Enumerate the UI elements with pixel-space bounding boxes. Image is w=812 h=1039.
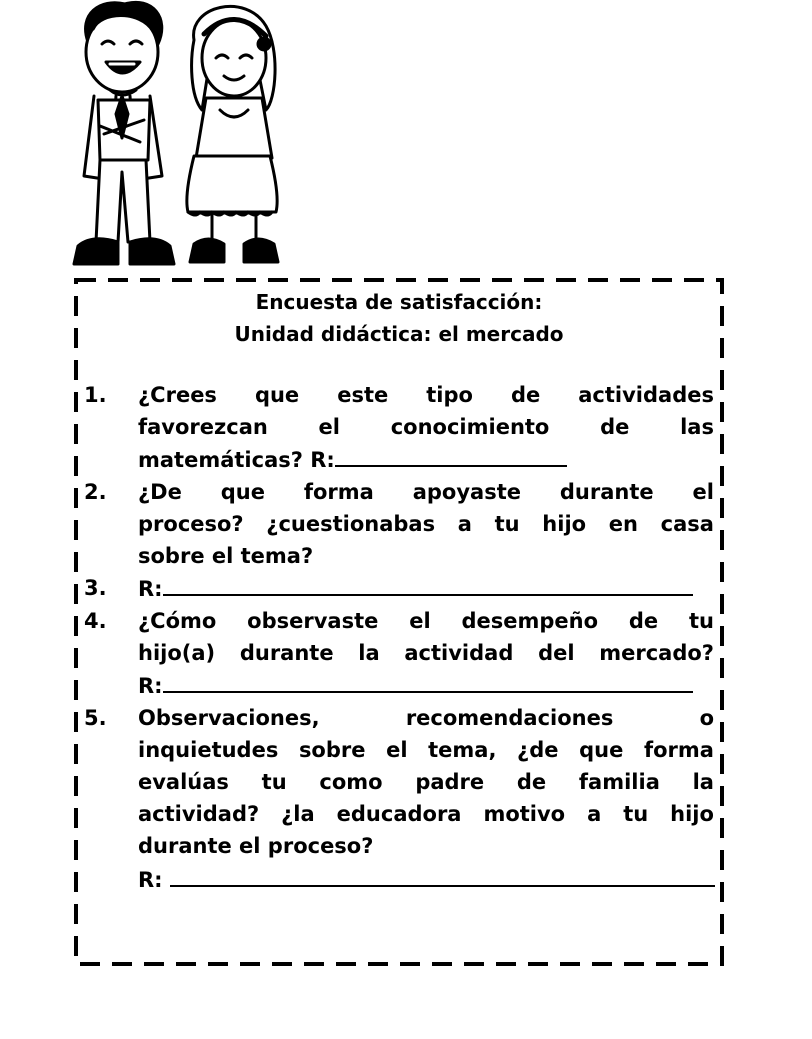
word: familia bbox=[578, 770, 660, 794]
question-line bbox=[138, 379, 714, 411]
answer-line[interactable] bbox=[163, 669, 693, 693]
word: inquietudes bbox=[138, 738, 279, 762]
question-line: R: bbox=[138, 669, 714, 702]
word: durante bbox=[239, 641, 334, 665]
word: del bbox=[538, 641, 575, 665]
word: durante bbox=[559, 480, 654, 504]
word: ¿Crees bbox=[138, 383, 217, 407]
word: tu bbox=[261, 770, 287, 794]
word: las bbox=[680, 415, 714, 439]
word: de bbox=[510, 383, 541, 407]
word: la bbox=[358, 641, 380, 665]
word: forma bbox=[303, 480, 374, 504]
word: padre bbox=[415, 770, 485, 794]
word: la bbox=[692, 770, 714, 794]
question-line bbox=[138, 476, 714, 508]
word: que bbox=[254, 383, 300, 407]
word: este bbox=[337, 383, 389, 407]
question-line: R: bbox=[138, 572, 714, 605]
question-line: durante el proceso? bbox=[138, 834, 374, 858]
question-line bbox=[138, 411, 714, 443]
word: el bbox=[409, 609, 431, 633]
word: hijo bbox=[542, 512, 587, 536]
word: apoyaste bbox=[412, 480, 521, 504]
word: a bbox=[457, 512, 472, 536]
question-number: 2. bbox=[84, 480, 107, 504]
survey-box bbox=[74, 278, 724, 966]
word: que bbox=[579, 738, 624, 762]
word: a bbox=[587, 802, 602, 826]
word: como bbox=[319, 770, 383, 794]
answer-line[interactable] bbox=[170, 863, 715, 887]
word: educadora bbox=[336, 802, 462, 826]
word: tipo bbox=[426, 383, 473, 407]
word: tema, bbox=[428, 738, 497, 762]
question-line bbox=[138, 766, 714, 798]
word: actividades bbox=[578, 383, 714, 407]
word: mercado? bbox=[599, 641, 714, 665]
word: evalúas bbox=[138, 770, 229, 794]
word: tu bbox=[494, 512, 520, 536]
word: que bbox=[220, 480, 265, 504]
question-number: 4. bbox=[84, 609, 107, 633]
word: de bbox=[600, 415, 630, 439]
question-line bbox=[138, 798, 714, 830]
question-line bbox=[138, 508, 714, 540]
word: ¿Cómo bbox=[138, 609, 217, 633]
word: forma bbox=[643, 738, 714, 762]
two-children-icon bbox=[70, 0, 290, 272]
word: o bbox=[699, 706, 714, 730]
question-number: 5. bbox=[84, 706, 107, 730]
answer-label: R: bbox=[138, 868, 163, 892]
question-line bbox=[138, 702, 714, 734]
question-line bbox=[138, 605, 714, 637]
word: ¿la bbox=[281, 802, 315, 826]
word: el bbox=[318, 415, 340, 439]
word: desempeño bbox=[461, 609, 599, 633]
question-line bbox=[138, 637, 714, 669]
word: el bbox=[692, 480, 714, 504]
word: recomendaciones bbox=[405, 706, 614, 730]
word: actividad bbox=[404, 641, 514, 665]
word: hijo bbox=[670, 802, 714, 826]
word: hijo(a) bbox=[138, 641, 216, 665]
word: conocimiento bbox=[390, 415, 550, 439]
word: ¿cuestionabas bbox=[266, 512, 436, 536]
word: motivo bbox=[483, 802, 566, 826]
answer-line[interactable] bbox=[163, 572, 693, 596]
word: tu bbox=[688, 609, 714, 633]
word: Observaciones, bbox=[138, 706, 320, 730]
question-line: matemáticas? R: bbox=[138, 443, 714, 476]
word: de bbox=[628, 609, 659, 633]
word: de bbox=[516, 770, 547, 794]
word: actividad? bbox=[138, 802, 260, 826]
question-number: 3. bbox=[84, 576, 107, 600]
word: favorezcan bbox=[138, 415, 268, 439]
word: en bbox=[608, 512, 638, 536]
word: ¿De bbox=[138, 480, 182, 504]
word: sobre bbox=[298, 738, 366, 762]
question-number: 1. bbox=[84, 383, 107, 407]
word: observaste bbox=[247, 609, 379, 633]
word: ¿de bbox=[517, 738, 559, 762]
word: el bbox=[386, 738, 408, 762]
word: proceso? bbox=[138, 512, 244, 536]
survey-subtitle: Unidad didáctica: el mercado bbox=[234, 322, 564, 346]
question-line: sobre el tema? bbox=[138, 544, 314, 568]
word: casa bbox=[660, 512, 714, 536]
question-line bbox=[138, 734, 714, 766]
answer-line[interactable] bbox=[335, 443, 567, 467]
survey-title: Encuesta de satisfacción: bbox=[255, 290, 543, 314]
word: tu bbox=[623, 802, 649, 826]
